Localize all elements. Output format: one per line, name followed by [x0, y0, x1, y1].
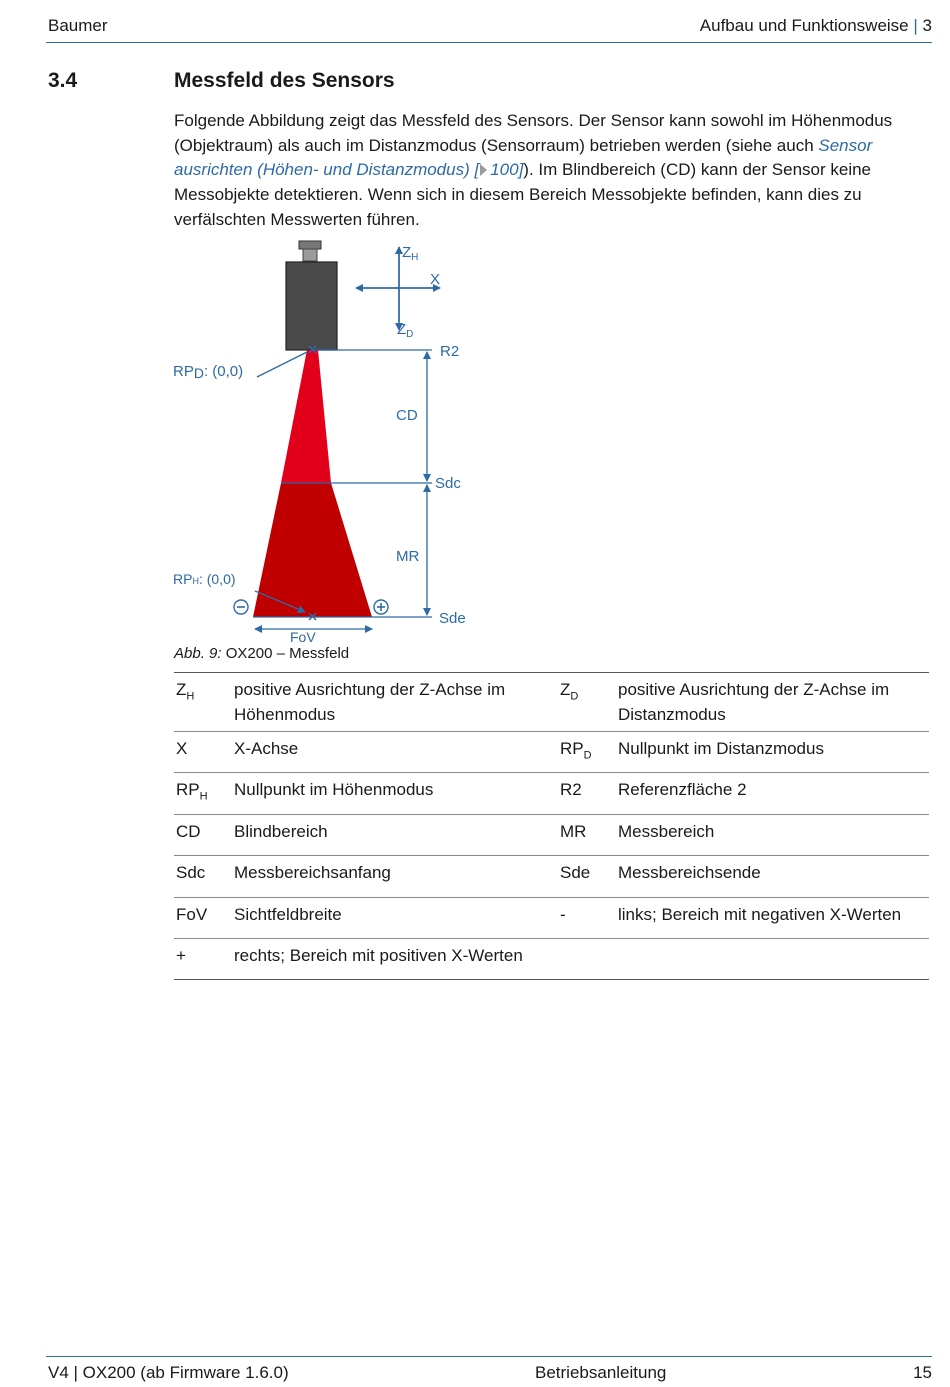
- minus-icon: [234, 600, 248, 614]
- sdc-label: Sdc: [435, 475, 461, 492]
- x-label: X: [430, 271, 441, 288]
- zd-label: $Z_D$: [397, 321, 414, 340]
- legend-symbol: -: [558, 897, 616, 938]
- legend-symbol: [558, 938, 616, 979]
- legend-symbol: +: [174, 938, 232, 979]
- legend-description: positive Ausrichtung der Z-Achse im Höhenmodus: [232, 673, 558, 732]
- link-page: 100]: [490, 160, 524, 180]
- caption-text: OX200 – Messfeld: [225, 645, 350, 662]
- sde-label: Sde: [439, 610, 466, 627]
- legend-symbol: FoV: [174, 897, 232, 938]
- beam-measuring-range: [253, 483, 372, 617]
- legend-row: [174, 897, 929, 938]
- legend-symbol: $Z_D$: [558, 673, 616, 732]
- header-chapter-title: Aufbau und Funktionsweise: [699, 16, 909, 35]
- footer-doctype: Betriebsanleitung: [535, 1363, 667, 1382]
- link-text: Sensor ausrichten (Höhen- und Distanzmodus) [: [174, 135, 873, 180]
- legend-description: rechts; Bereich mit positiven X-Werten: [232, 938, 558, 979]
- legend-symbol: $RP_H$: [174, 773, 232, 814]
- intro-paragraph: [174, 109, 930, 233]
- legend-row: [174, 856, 929, 897]
- header-chapter-number: 3: [922, 16, 932, 35]
- legend-row: [174, 814, 929, 855]
- legend-row: [174, 732, 929, 773]
- rpd-label: RPD: (0,0): [173, 363, 244, 381]
- legend-description: Messbereich: [616, 814, 929, 855]
- legend-symbol: R2: [558, 773, 616, 814]
- cd-label: CD: [396, 407, 418, 424]
- page-arrow-icon: [480, 164, 487, 176]
- header-brand: Baumer: [48, 16, 108, 35]
- header-chapter: [700, 16, 932, 36]
- rph-label: RPH: (0,0): [173, 571, 236, 587]
- legend-description: links; Bereich mit negativen X-Werten: [616, 897, 929, 938]
- mr-label: MR: [396, 548, 420, 565]
- intro-text-1: Folgende Abbildung zeigt das Messfeld des Sensors. Der Sensor kann sowohl im Höhenmodus (Objektraum) als auch im Distanzmodus (Sensorraum) betrieben werden (siehe auch: [174, 111, 893, 155]
- section-number: 3.4: [48, 69, 78, 92]
- legend-description: positive Ausrichtung der Z-Achse im Distanzmodus: [616, 673, 929, 732]
- legend-symbol: X: [174, 732, 232, 773]
- legend-description: Referenzfläche 2: [616, 773, 929, 814]
- legend-symbol: Sdc: [174, 856, 232, 897]
- legend-description: Messbereichsende: [616, 856, 929, 897]
- legend-description: X-Achse: [232, 732, 558, 773]
- legend-symbol: Sde: [558, 856, 616, 897]
- legend-description: Nullpunkt im Distanzmodus: [616, 732, 929, 773]
- figure-caption: [174, 645, 349, 662]
- legend-description: Sichtfeldbreite: [232, 897, 558, 938]
- zh-label: $Z_H$: [402, 244, 419, 263]
- plus-icon: [374, 600, 388, 614]
- header-separator: |: [913, 16, 918, 35]
- r2-label: R2: [440, 343, 460, 360]
- legend-description: [616, 938, 929, 979]
- section-title: Messfeld des Sensors: [174, 69, 395, 92]
- caption-prefix: Abb. 9:: [174, 645, 222, 662]
- page-header: [46, 14, 932, 43]
- rpd-leader: [257, 352, 307, 377]
- legend-symbol: CD: [174, 814, 232, 855]
- legend-row: [174, 673, 929, 732]
- footer-page-number: 15: [913, 1363, 932, 1382]
- fov-label: FoV: [290, 629, 316, 645]
- legend-description: Blindbereich: [232, 814, 558, 855]
- legend-row: [174, 773, 929, 814]
- legend-symbol: MR: [558, 814, 616, 855]
- legend-symbol: $RP_D$: [558, 732, 616, 773]
- legend-description: Messbereichsanfang: [232, 856, 558, 897]
- legend-table: [174, 672, 929, 980]
- sensor-body: [286, 241, 337, 350]
- footer-document: V4 | OX200 (ab Firmware 1.6.0): [48, 1363, 289, 1382]
- legend-description: Nullpunkt im Höhenmodus: [232, 773, 558, 814]
- measuring-field-diagram: [168, 238, 468, 648]
- page-footer: [46, 1356, 932, 1385]
- intro-text-2: ). Im Blindbereich (CD) kann der Sensor keine Messobjekte detektieren. Wenn sich in diesem Bereich Messobjekte befinden, kann dies zu verfälschten Messwerten führen.: [174, 160, 871, 229]
- beam-blind-zone: [281, 350, 331, 483]
- legend-symbol: $Z_H$: [174, 673, 232, 732]
- legend-row: [174, 938, 929, 979]
